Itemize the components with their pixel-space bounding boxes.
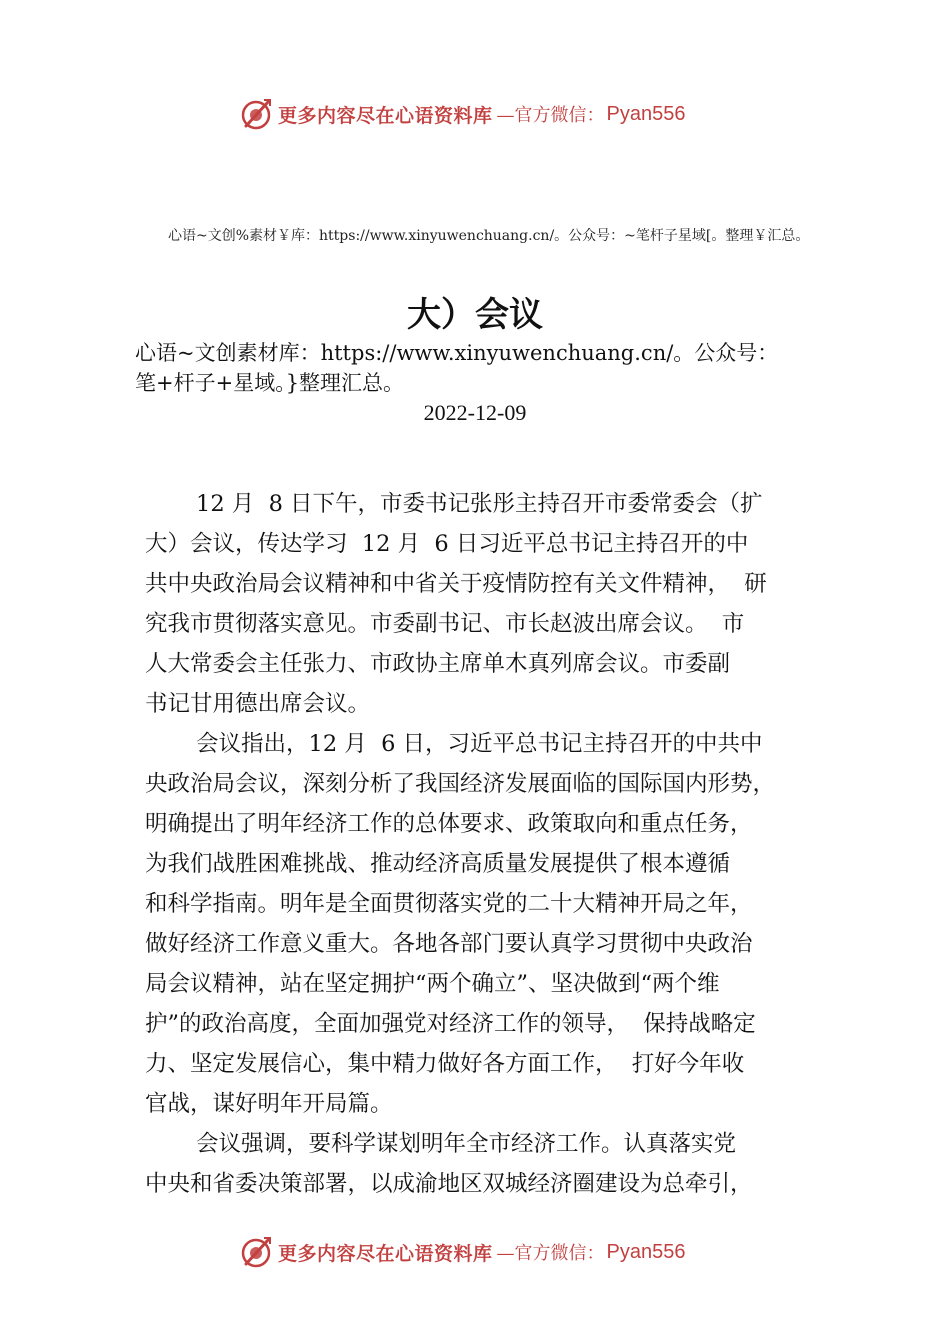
publish-date: 2022-12-09 xyxy=(423,400,527,425)
page-title: 大）会议 xyxy=(407,295,543,335)
body-line: 大）会议，传达学习 12 月 6 日习近平总书记主持召开的中 xyxy=(145,531,749,557)
banner-wechat-label: —官方微信： xyxy=(496,1243,605,1264)
body-line: 中央和省委决策部署，以成渝地区双城经济圈建设为总牵引， xyxy=(145,1171,753,1197)
banner-wechat-label: —官方微信： xyxy=(496,105,605,126)
body-line: 人大常委会主任张力、市政协主席单木真列席会议。市委副 xyxy=(145,651,731,677)
source-note: 心语~文创%素材￥库：https://www.xinyuwenchuang.cn/。公众号：~笔杆子星域[。整理￥汇总。 xyxy=(168,228,810,244)
body-line: 官战，谋好明年开局篇。 xyxy=(145,1091,393,1117)
brush-logo-icon xyxy=(238,1234,274,1270)
banner-text: 更多内容尽在心语资料库 xyxy=(278,104,493,127)
body-line: 共中央政治局会议精神和中省关于疫情防控有关文件精神， 研 xyxy=(145,571,767,597)
source-line: 笔+杆子+星域。}整理汇总。 xyxy=(135,371,405,395)
body-line: 力、坚定发展信心，集中精力做好各方面工作， 打好今年收 xyxy=(145,1051,745,1077)
body-line: 和科学指南。明年是全面贯彻落实党的二十大精神开局之年， xyxy=(145,891,753,917)
source-statement xyxy=(135,338,865,398)
body-line: 护”的政治高度，全面加强党对经济工作的领导， 保持战略定 xyxy=(145,1011,756,1037)
banner-wechat-id: Pyan556 xyxy=(606,102,686,125)
body-line: 明确提出了明年经济工作的总体要求、政策取向和重点任务， xyxy=(145,811,753,837)
banner-text: 更多内容尽在心语资料库 xyxy=(278,1242,493,1265)
source-line: 心语~文创素材库：https://www.xinyuwenchuang.cn/。公众号： xyxy=(135,341,779,365)
banner-wechat-id: Pyan556 xyxy=(606,1240,686,1263)
body-line: 会议强调，要科学谋划明年全市经济工作。认真落实党 xyxy=(196,1131,737,1157)
body-line: 为我们战胜困难挑战、推动经济高质量发展提供了根本遵循 xyxy=(145,851,731,877)
body-line: 局会议精神，站在坚定拥护“两个确立”、坚决做到“两个维 xyxy=(145,971,720,997)
body-line: 会议指出，12 月 6 日，习近平总书记主持召开的中共中 xyxy=(196,731,763,757)
brush-logo-icon xyxy=(238,96,274,132)
watermark-banner-top xyxy=(238,96,758,132)
body-line: 究我市贯彻落实意见。市委副书记、市长赵波出席会议。 市 xyxy=(145,611,745,637)
watermark-banner-bottom xyxy=(238,1234,758,1270)
body-line: 做好经济工作意义重大。各地各部门要认真学习贯彻中央政治 xyxy=(145,931,753,957)
body-line: 12 月 8 日下午，市委书记张彤主持召开市委常委会（扩 xyxy=(196,491,763,517)
body-line: 书记甘用德出席会议。 xyxy=(145,691,371,717)
body-line: 央政治局会议，深刻分析了我国经济发展面临的国际国内形势， xyxy=(145,771,776,797)
